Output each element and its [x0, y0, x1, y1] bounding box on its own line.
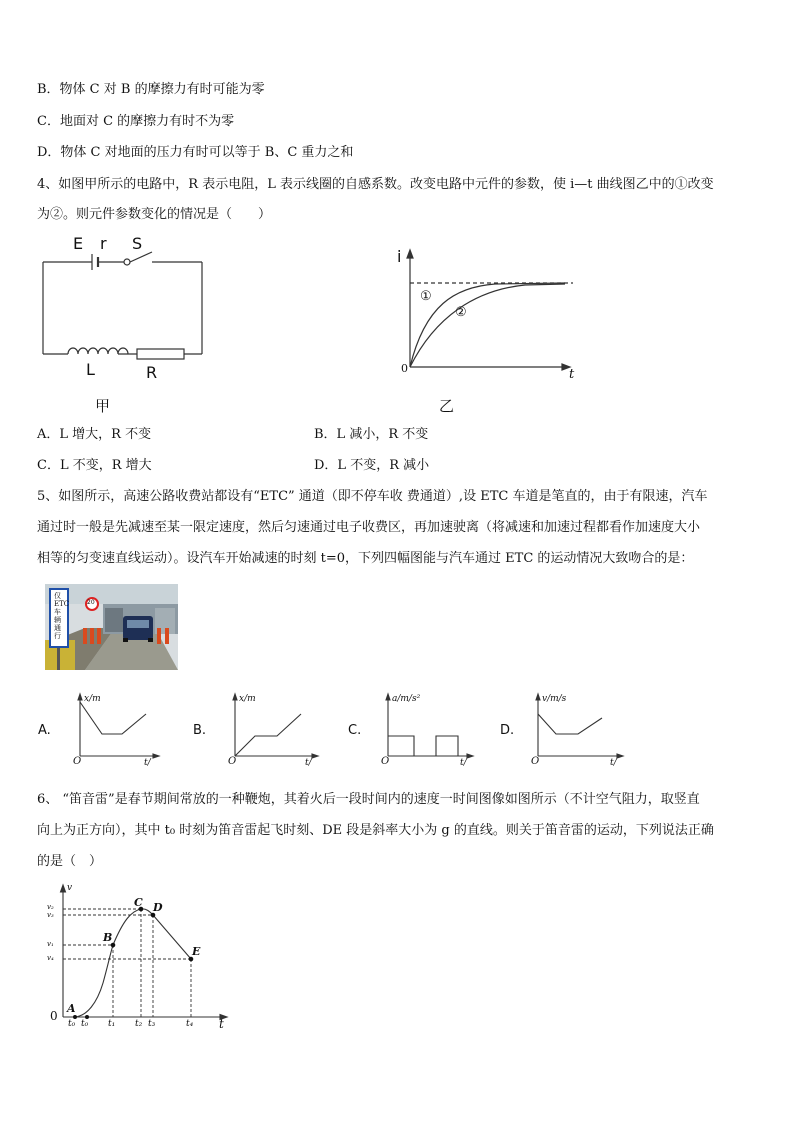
emf-label: E — [73, 234, 84, 253]
t-tick-label: t₄ — [186, 1019, 194, 1029]
q5-graph-c — [348, 690, 478, 770]
q4-option-b: B．L 减小，R 不变 — [314, 427, 429, 442]
q4-option-d: D．L 不变，R 减小 — [314, 458, 430, 473]
option-d-text: D．物体 C 对地面的压力有时可以等于 B、C 重力之和 — [37, 145, 354, 160]
option-c-text: C．地面对 C 的摩擦力有时不为零 — [37, 114, 235, 129]
q5-graph-origin: O — [381, 756, 390, 767]
it-origin-label: 0 — [401, 362, 408, 375]
v-tick-label: v₄ — [47, 954, 54, 962]
q5-option-label: A. — [38, 723, 51, 738]
current-time-graph — [395, 245, 585, 415]
point-c-label: C — [134, 896, 143, 909]
q5-graph-ylabel: x/m — [239, 694, 256, 704]
curve-1-label: ① — [420, 289, 432, 304]
it-x-axis-label: t — [569, 367, 575, 382]
it-y-axis-label: i — [397, 247, 402, 266]
circuit-diagram — [40, 232, 210, 417]
inductor-label: L — [86, 360, 95, 379]
internal-resistance-label: r — [100, 234, 107, 253]
v-tick-label: v₃ — [47, 911, 54, 919]
q5-graph-xlabel: t/ — [305, 758, 312, 768]
figure-caption-jia: 甲 — [95, 397, 111, 415]
q5-option-label: D. — [500, 723, 515, 738]
t-tick-label: t₀ — [68, 1019, 76, 1029]
curve-2-label: ② — [455, 305, 467, 320]
question-6-line-2: 向上为正方向），其中 t₀ 时刻为笛音雷起飞时刻、DE 段是斜率大小为 g 的直线。则关于笛音雷的运动，下列说法正确 — [37, 823, 714, 838]
question-5-line-3: 相等的匀变速直线运动）。设汽车开始减速的时刻 t=0，下列四幅图能与汽车通过 ETC 的运动情况大致吻合的是： — [37, 551, 694, 566]
q5-graph-b — [193, 690, 323, 770]
point-a-label: A — [67, 1002, 76, 1015]
vt-origin-label: 0 — [50, 1009, 58, 1023]
q5-graphs — [0, 690, 794, 780]
question-5-line-2: 通过时一般是先减速至某一限定速度，然后匀速通过电子收费区，再加速驶离（将减速和加速过程都看作加速度大小 — [37, 520, 701, 535]
question-4-line-1: 4、如图甲所示的电路中，R 表示电阻，L 表示线圈的自感系数。改变电路中元件的参数，使 i—t 曲线图乙中的①改变 — [37, 177, 714, 192]
q5-graph-origin: O — [73, 756, 82, 767]
q4-option-a: A．L 增大，R 不变 — [37, 427, 152, 442]
t-tick-label: t₃ — [148, 1019, 156, 1029]
q5-graph-origin: O — [531, 756, 540, 767]
switch-label: S — [132, 234, 143, 253]
vt-x-axis-label: t — [219, 1017, 224, 1031]
point-e-label: E — [192, 945, 201, 958]
question-4-line-2: 为②。则元件参数变化的情况是（ ） — [37, 207, 272, 222]
figure-caption-yi: 乙 — [439, 397, 455, 415]
q4-option-c: C．L 不变，R 增大 — [37, 458, 152, 473]
speed-limit-sign: 20 — [87, 599, 95, 606]
q5-graph-a — [38, 690, 158, 770]
v-tick-label: v₁ — [47, 940, 54, 948]
point-b-label: B — [103, 931, 113, 944]
question-6-line-1: 6、 “笛音雷”是春节期间常放的一种鞭炮，其着火后一段时间内的速度一时间图像如图所示（不计空气阻力，取竖直 — [37, 792, 700, 807]
q5-graph-ylabel: v/m/s — [542, 694, 567, 704]
t-tick-label: t₀ — [81, 1019, 89, 1029]
etc-sign-text: 仅ETC车辆通行 — [54, 592, 70, 640]
question-5-line-1: 5、如图所示，高速公路收费站都设有“ETC” 通道（即不停车收 费通道）,设 ETC 车道是笔直的，由于有限速，汽车 — [37, 489, 708, 504]
q5-graph-xlabel: t/ — [460, 758, 467, 768]
q5-graph-ylabel: x/m — [84, 694, 101, 704]
resistor-label: R — [146, 363, 158, 382]
t-tick-label: t₁ — [108, 1019, 116, 1029]
q5-option-label: B. — [193, 723, 207, 738]
q5-graph-d — [500, 690, 630, 770]
option-b-text: B．物体 C 对 B 的摩擦力有时可能为零 — [37, 82, 265, 97]
q5-graph-ylabel: a/m/s² — [392, 694, 421, 704]
v-tick-label: v₂ — [47, 903, 54, 911]
q5-graph-origin: O — [228, 756, 237, 767]
q5-graph-xlabel: t/ — [144, 758, 151, 768]
q5-option-label: C. — [348, 723, 362, 738]
vt-y-axis-label: v — [67, 883, 73, 893]
velocity-time-graph — [45, 883, 235, 1033]
q5-graph-xlabel: t/ — [610, 758, 617, 768]
t-tick-label: t₂ — [135, 1019, 143, 1029]
point-d-label: D — [153, 901, 163, 914]
question-6-line-3: 的是（ ） — [37, 854, 103, 869]
etc-toll-photo — [45, 584, 178, 670]
